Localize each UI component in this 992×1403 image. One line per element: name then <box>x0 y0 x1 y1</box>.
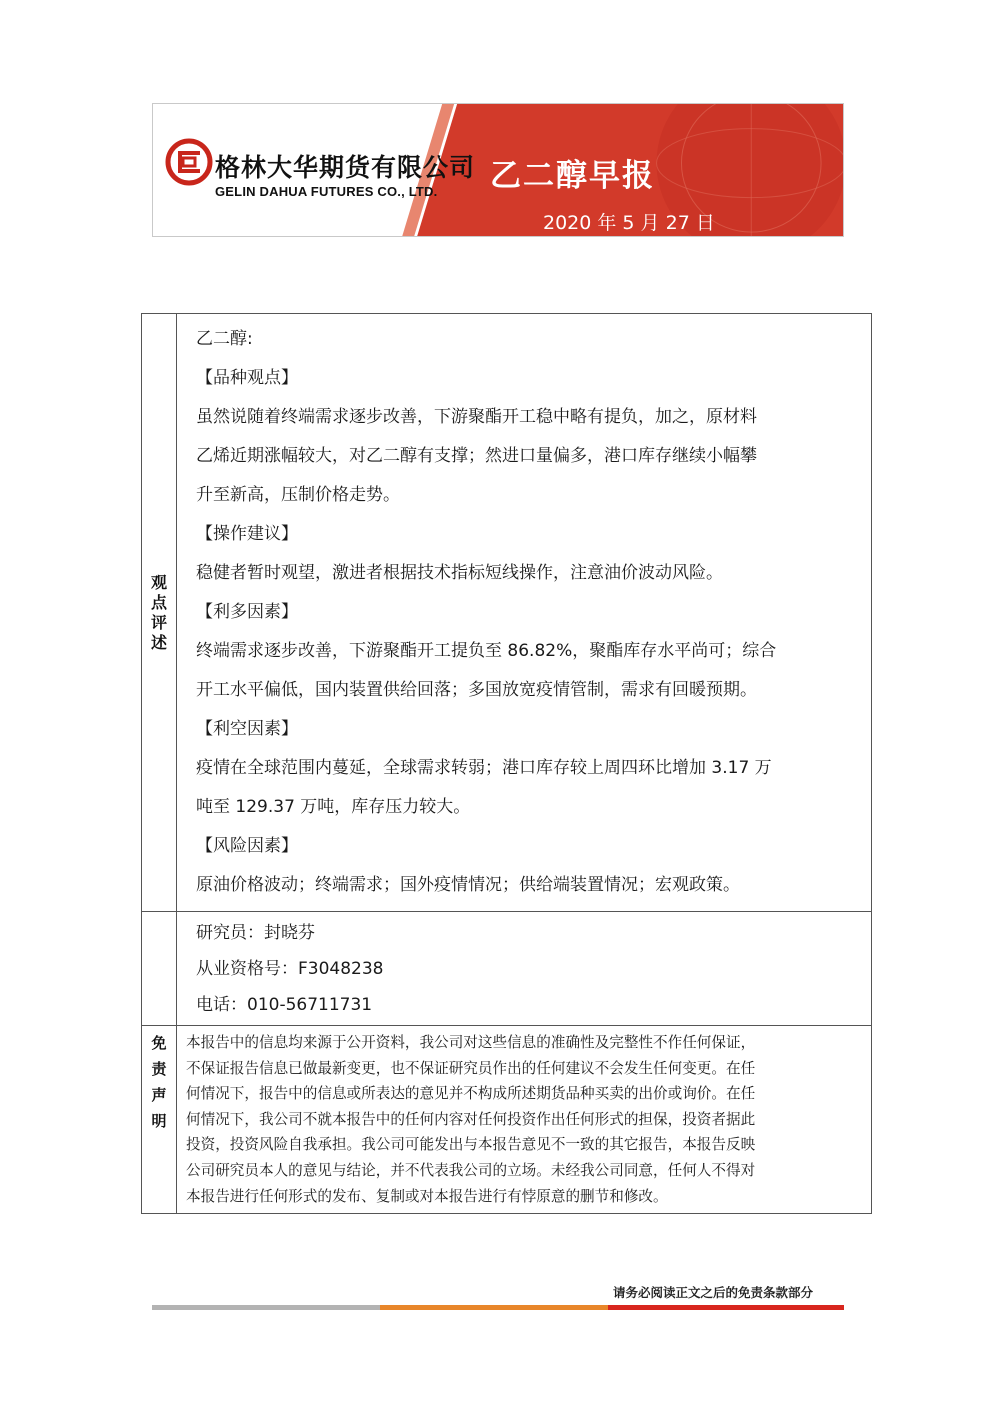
section-heading: 【利多因素】 <box>196 602 298 622</box>
footer-bar-gray <box>152 1305 380 1310</box>
disclaimer-side-label: 免 责 声 明 <box>151 1034 167 1130</box>
disclaimer-side-cell <box>142 1026 177 1214</box>
section-line: 升至新高，压制价格走势。 <box>196 485 400 505</box>
footer-bar-red <box>608 1305 844 1310</box>
section-line: 开工水平偏低，国内装置供给回落；多国放宽疫情管制，需求有回暖预期。 <box>196 680 757 700</box>
company-name-en: GELIN DAHUA FUTURES CO., LTD. <box>215 184 438 199</box>
disclaimer-text: 本报告中的信息均来源于公开资料，我公司对这些信息的准确性及完整性不作任何保证， 不保证报告信息已做最新变更，也不保证研究员作出的任何建议不会发生任何变更。在任 何情况下，报告中的信息或所表达的意见并不构成所述期货品种买卖的出价或询价。在任 何情况下，我公司不就本报告中的任何内容对任何投资作出任何形式的担保，投资者据此 投资，投资风险自我承担。我公司可能发出与本报告意见不一致的其它报告，本报告反映 公司研究员本人的意见与结论，并不代表我公司的立场。未经我公司同意，任何人不得对 本报告进行任何形式的发布、复制或对本报告进行有悖原意的删节和修改。 <box>186 1034 756 1205</box>
report-date: 2020 年 5 月 27 日 <box>543 212 715 234</box>
company-logo-icon <box>165 138 213 186</box>
section-heading: 【品种观点】 <box>196 368 298 388</box>
section-line: 疫情在全球范围内蔓延，全球需求转弱；港口库存较上周四环比增加 3.17 万 <box>196 758 772 778</box>
opinion-side-cell <box>142 314 177 912</box>
researcher-row <box>142 912 872 1026</box>
section-line: 吨至 129.37 万吨，库存压力较大。 <box>196 797 471 817</box>
section-line: 虽然说随着终端需求逐步改善，下游聚酯开工稳中略有提负，加之，原材料 <box>196 407 757 427</box>
researcher-name: 研究员：封晓芬 <box>196 923 315 943</box>
section-heading: 【利空因素】 <box>196 719 298 739</box>
opinion-content-cell <box>177 314 872 912</box>
company-name-cn: 格林大华期货有限公司 <box>215 153 476 182</box>
disclaimer-content-cell <box>177 1026 872 1214</box>
opinion-side-label: 观 点 评 述 <box>150 572 167 652</box>
disclaimer-row <box>142 1026 872 1214</box>
report-title: 乙二醇早报 <box>490 158 655 194</box>
section-line: 乙烯近期涨幅较大，对乙二醇有支撑；然进口量偏多，港口库存继续小幅攀 <box>196 446 757 466</box>
researcher-qualification: 从业资格号：F3048238 <box>196 959 384 979</box>
report-banner <box>152 103 844 237</box>
researcher-phone: 电话：010-56711731 <box>196 995 373 1015</box>
section-heading: 【操作建议】 <box>196 524 298 544</box>
section-line: 终端需求逐步改善，下游聚酯开工提负至 86.82%，聚酯库存水平尚可；综合 <box>196 641 777 661</box>
opinion-row <box>142 314 872 912</box>
section-heading: 【风险因素】 <box>196 836 298 856</box>
footer-disclaimer-note: 请务必阅读正文之后的免责条款部分 <box>613 1285 814 1300</box>
footer-bar-orange <box>380 1305 608 1310</box>
researcher-content-cell <box>177 912 872 1026</box>
researcher-side-cell <box>142 912 177 1026</box>
report-table <box>141 313 872 1214</box>
section-line: 原油价格波动；终端需求；国外疫情情况；供给端装置情况；宏观政策。 <box>196 875 740 895</box>
commodity-name: 乙二醇: <box>196 329 253 349</box>
section-line: 稳健者暂时观望，激进者根据技术指标短线操作，注意油价波动风险。 <box>196 563 723 583</box>
